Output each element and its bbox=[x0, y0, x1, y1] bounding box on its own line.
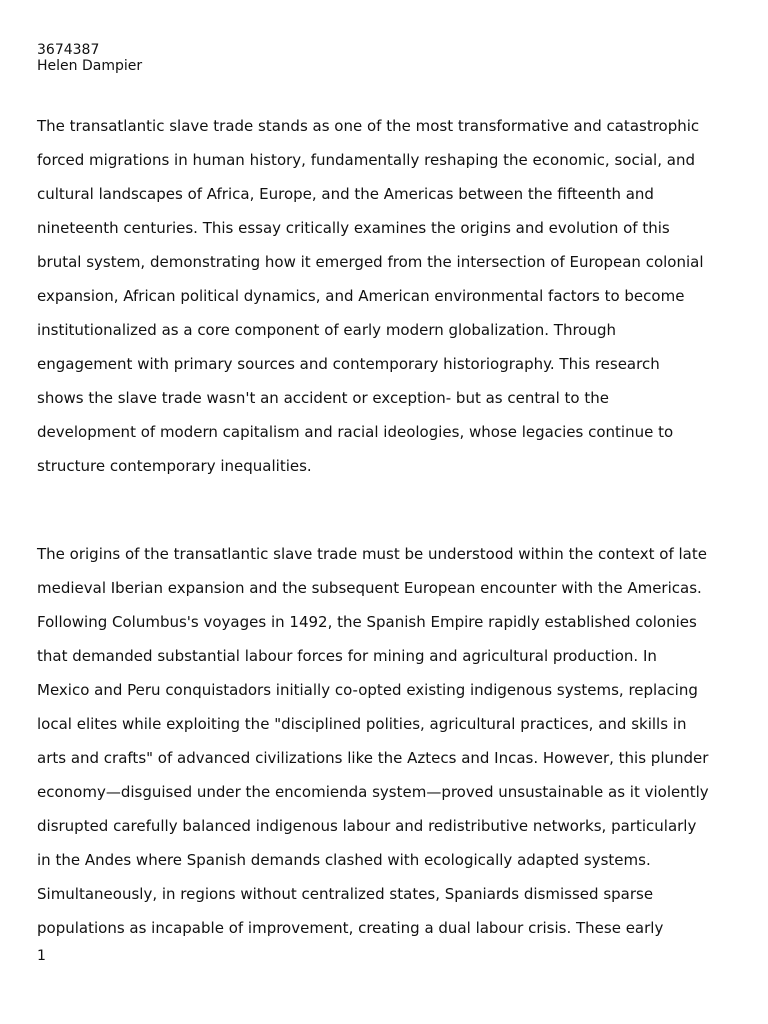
student-id: 3674387 bbox=[37, 42, 100, 58]
text-line: institutionalized as a core component of early modern globalization. Through bbox=[37, 321, 617, 339]
text-line: The transatlantic slave trade stands as one of the most transformative and catastrophic bbox=[37, 117, 700, 135]
text-line: development of modern capitalism and racial ideologies, whose legacies continue to bbox=[37, 423, 674, 441]
text-line: disrupted carefully balanced indigenous labour and redistributive networks, particularly bbox=[37, 817, 697, 835]
text-line: The origins of the transatlantic slave trade must be understood within the context of late bbox=[37, 545, 707, 563]
text-line: in the Andes where Spanish demands clashed with ecologically adapted systems. bbox=[37, 851, 651, 869]
text-line: forced migrations in human history, fundamentally reshaping the economic, social, and bbox=[37, 151, 695, 169]
text-line: Mexico and Peru conquistadors initially co-opted existing indigenous systems, replacing bbox=[37, 681, 698, 699]
text-line: nineteenth centuries. This essay critically examines the origins and evolution of this bbox=[37, 219, 670, 237]
text-line: economy—disguised under the encomienda system—proved unsustainable as it violently bbox=[37, 783, 709, 801]
text-line: medieval Iberian expansion and the subsequent European encounter with the Americas. bbox=[37, 579, 702, 597]
document-header bbox=[37, 42, 142, 74]
text-line: brutal system, demonstrating how it emerged from the intersection of European colonial bbox=[37, 253, 704, 271]
text-line: populations as incapable of improvement, creating a dual labour crisis. These early bbox=[37, 919, 664, 937]
text-line: local elites while exploiting the "disciplined polities, agricultural practices, and skills in bbox=[37, 715, 687, 733]
text-line: engagement with primary sources and contemporary historiography. This research bbox=[37, 355, 660, 373]
text-line: cultural landscapes of Africa, Europe, and the Americas between the fifteenth and bbox=[37, 185, 654, 203]
author-name: Helen Dampier bbox=[37, 58, 143, 74]
text-line: Simultaneously, in regions without centralized states, Spaniards dismissed sparse bbox=[37, 885, 654, 903]
text-line: that demanded substantial labour forces for mining and agricultural production. In bbox=[37, 647, 657, 665]
text-line: Following Columbus's voyages in 1492, the Spanish Empire rapidly established colonies bbox=[37, 613, 697, 631]
text-line: structure contemporary inequalities. bbox=[37, 457, 312, 475]
text-line: expansion, African political dynamics, and American environmental factors to become bbox=[37, 287, 685, 305]
page-number: 1 bbox=[37, 948, 46, 964]
paragraph-origins bbox=[37, 537, 737, 945]
text-line: arts and crafts" of advanced civilizations like the Aztecs and Incas. However, this plunder bbox=[37, 749, 709, 767]
text-line: shows the slave trade wasn't an accident or exception- but as central to the bbox=[37, 389, 609, 407]
paragraph-introduction bbox=[37, 109, 737, 483]
